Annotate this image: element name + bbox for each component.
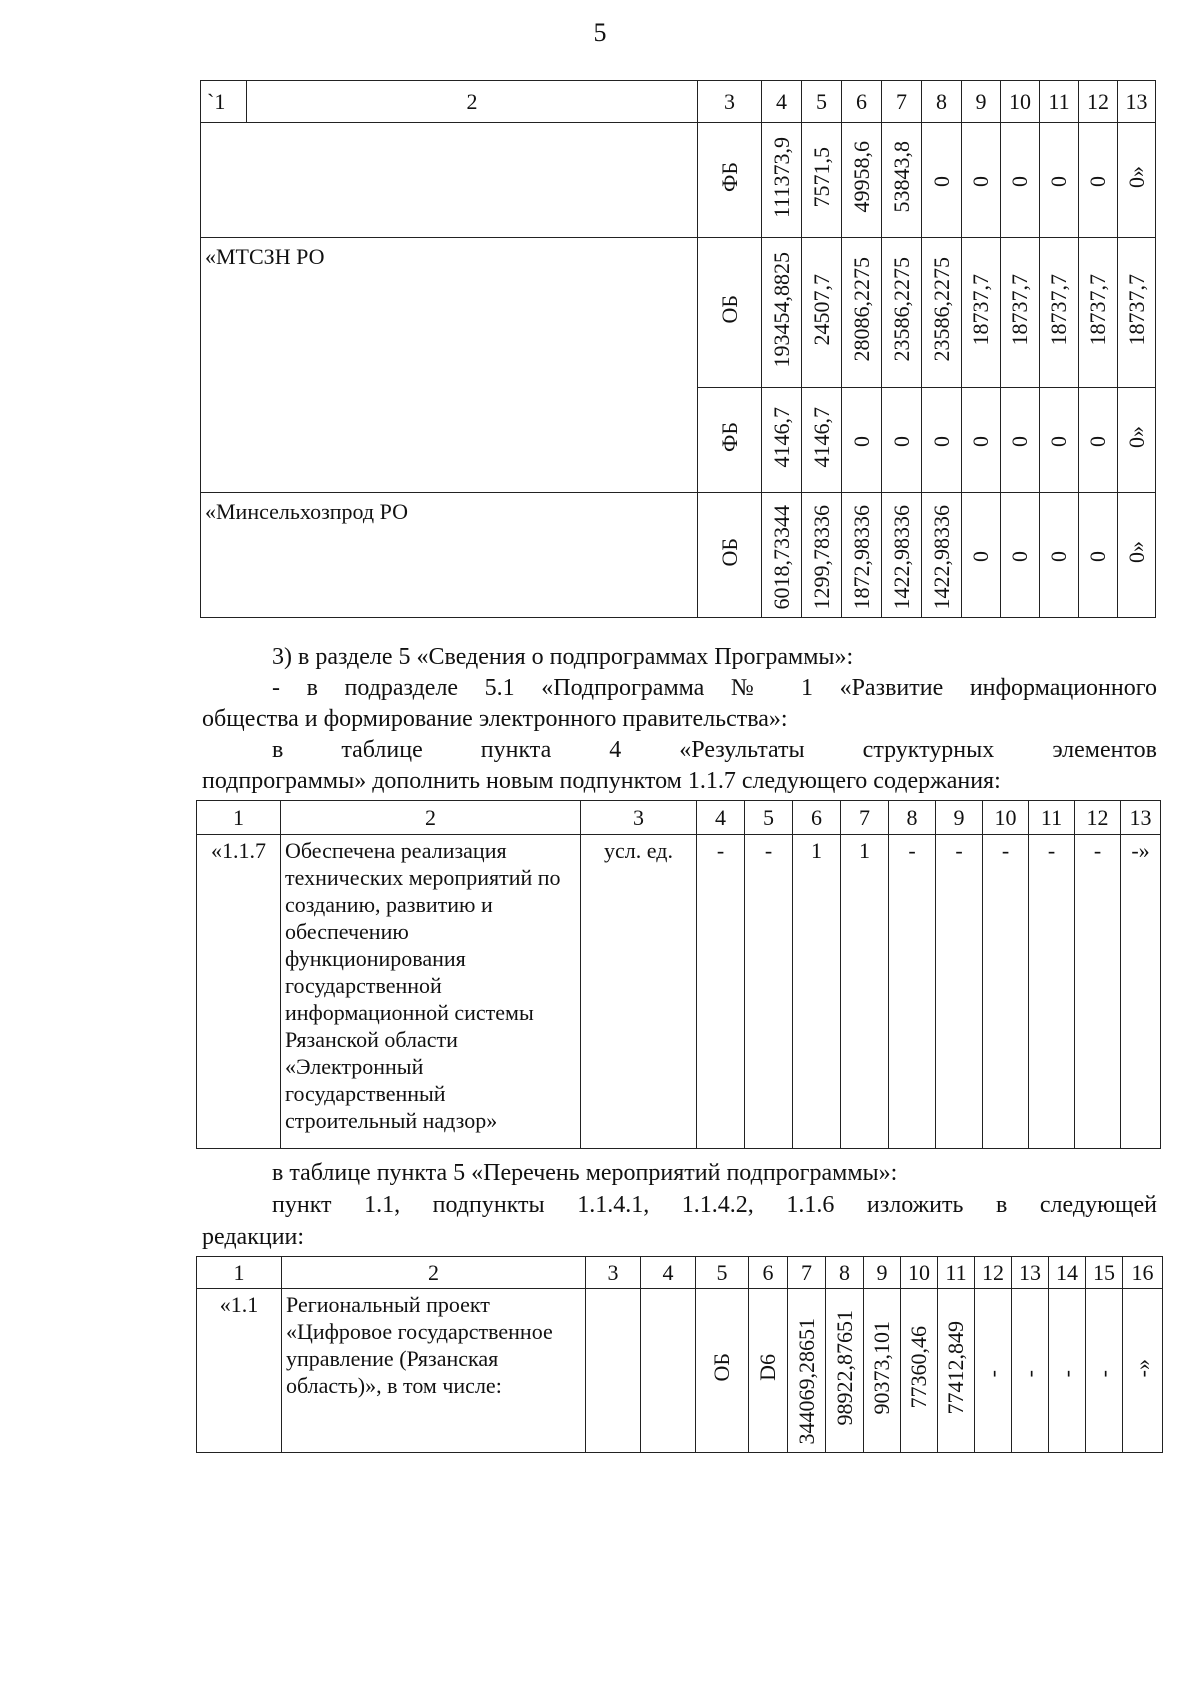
value-cell: 0 [928, 175, 954, 187]
value-cell: 18737,7 [1085, 273, 1110, 346]
value-cell: - [745, 835, 793, 1149]
value-cell: 18737,7 [1007, 273, 1032, 346]
paragraph: - в подразделе 5.1 «Подпрограмма № 1 «Развитие информационного [272, 675, 1157, 701]
header-cell: 3 [581, 801, 697, 835]
value-cell: 111373,9 [768, 136, 794, 218]
value-cell: 0 [928, 435, 954, 447]
row-unit: усл. ед. [581, 835, 697, 1149]
value-cell: 7571,5 [808, 146, 834, 208]
header-cell: 11 [1029, 801, 1075, 835]
value-cell: 77360,46 [906, 1326, 931, 1409]
header-cell: 9 [962, 81, 1001, 123]
value-cell: 77412,849 [943, 1320, 968, 1415]
header-cell: 4 [762, 81, 802, 123]
header-cell: 12 [1075, 801, 1121, 835]
activities-table [196, 1256, 1163, 1453]
paragraph: пункт 1.1, подпункты 1.1.4.1, 1.1.4.2, 1.1.6 изложить в следующей [272, 1192, 1157, 1218]
budget-code: ОБ [698, 238, 762, 388]
row-number: «1.1 [197, 1289, 282, 1453]
row-label: «МТСЗН РО [201, 238, 698, 493]
value-cell: 90373,101 [869, 1320, 894, 1415]
value-cell: 98922,87651 [831, 1309, 857, 1426]
value-cell: 0 [1085, 175, 1110, 187]
value-cell: - [889, 835, 936, 1149]
value-cell: 1299,78336 [808, 504, 834, 609]
value-cell: 53843,8 [888, 141, 914, 213]
table-header-row [197, 801, 1161, 835]
value-cell: 0 [1046, 550, 1071, 562]
header-cell: 8 [922, 81, 962, 123]
value-cell: 6018,73344 [768, 504, 794, 609]
value-cell: 0 [1046, 175, 1071, 187]
header-cell: 3 [586, 1257, 641, 1289]
budget-code: ФБ [698, 388, 762, 493]
value-cell: 0 [1046, 435, 1071, 447]
value-cell: 28086,2275 [848, 257, 874, 362]
header-cell: 8 [826, 1257, 864, 1289]
header-cell: 11 [938, 1257, 975, 1289]
paragraph: общества и формирование электронного правительства»: [202, 706, 788, 732]
header-cell: 1 [197, 1257, 282, 1289]
value-cell: 4146,7 [768, 406, 794, 468]
row-name: Обеспечена реализация технических мероприятий по созданию, развитию и обеспечению функционирования государственной информационной системы Рязанской области «Электронный государственный строительный надзор» [281, 835, 581, 1149]
value-cell: 18737,7 [1123, 273, 1149, 346]
funding-table [200, 80, 1156, 618]
value-cell: - [980, 1369, 1005, 1377]
value-cell: - [936, 835, 983, 1149]
header-cell: 7 [841, 801, 889, 835]
budget-code: ФБ [698, 123, 762, 238]
value-cell: 0» [1123, 166, 1149, 188]
value-cell: 0» [1123, 541, 1149, 563]
budget-code: ОБ [698, 493, 762, 618]
header-cell: 14 [1049, 1257, 1086, 1289]
header-cell: 13 [1118, 81, 1156, 123]
header-cell: 15 [1086, 1257, 1123, 1289]
value-cell: 0 [1007, 175, 1032, 187]
header-cell: 6 [793, 801, 841, 835]
paragraph: 3) в разделе 5 «Сведения о подпрограммах Программы»: [272, 644, 854, 670]
header-cell: 6 [842, 81, 882, 123]
value-cell: 0 [848, 435, 874, 447]
header-cell: 2 [281, 801, 581, 835]
header-cell: 4 [641, 1257, 696, 1289]
value-cell: -» [1121, 835, 1161, 1149]
value-cell: - [1075, 835, 1121, 1149]
value-cell: - [1017, 1369, 1042, 1377]
header-cell: 8 [889, 801, 936, 835]
row-label [201, 123, 698, 238]
row-name: Региональный проект «Цифровое государственное управление (Рязанская область)», в том числе: [282, 1289, 586, 1453]
header-cell: 3 [698, 81, 762, 123]
table-row [201, 123, 1156, 238]
header-cell: 4 [697, 801, 745, 835]
value-cell: 4146,7 [808, 406, 834, 468]
results-table [196, 800, 1161, 1149]
value-cell: -» [1129, 1358, 1155, 1377]
header-cell: `1 [201, 81, 247, 123]
value-cell: - [983, 835, 1029, 1149]
paragraph: подпрограммы» дополнить новым подпунктом 1.1.7 следующего содержания: [202, 768, 1001, 794]
header-cell: 9 [864, 1257, 901, 1289]
table-header-row [197, 1257, 1163, 1289]
budget-code: ОБ [696, 1289, 749, 1453]
value-cell: 18737,7 [968, 273, 993, 346]
table-row [201, 238, 1156, 388]
value-cell: 1 [841, 835, 889, 1149]
header-cell: 10 [901, 1257, 938, 1289]
value-cell: 193454,8825 [768, 251, 794, 368]
value-cell: 344069,28651 [793, 1317, 819, 1444]
header-cell: 2 [282, 1257, 586, 1289]
value-cell: - [1091, 1369, 1116, 1377]
value-cell: 1872,98336 [848, 504, 874, 609]
value-cell: 0 [888, 435, 914, 447]
value-cell: 24507,7 [808, 273, 834, 346]
header-cell: 16 [1123, 1257, 1163, 1289]
page-number: 5 [593, 18, 607, 47]
header-cell: 12 [975, 1257, 1012, 1289]
header-cell: 1 [197, 801, 281, 835]
header-cell: 2 [247, 81, 698, 123]
header-cell: 9 [936, 801, 983, 835]
value-cell: - [1054, 1369, 1079, 1377]
header-cell: 5 [696, 1257, 749, 1289]
value-cell: 49958,6 [848, 141, 874, 213]
table-row [197, 1289, 1163, 1453]
value-cell: - [1029, 835, 1075, 1149]
value-cell: 0 [1007, 550, 1032, 562]
paragraph: редакции: [202, 1224, 305, 1250]
header-cell: 11 [1040, 81, 1079, 123]
value-cell: 0» [1123, 426, 1149, 448]
header-cell: 10 [1001, 81, 1040, 123]
value-cell: 1 [793, 835, 841, 1149]
header-cell: 5 [802, 81, 842, 123]
value-cell: 0 [1085, 550, 1110, 562]
value-cell: 0 [968, 550, 993, 562]
header-cell: 13 [1121, 801, 1161, 835]
header-cell: 12 [1079, 81, 1118, 123]
row-number: «1.1.7 [197, 835, 281, 1149]
value-cell: 0 [968, 175, 993, 187]
paragraph: в таблице пункта 5 «Перечень мероприятий подпрограммы»: [272, 1160, 898, 1186]
value-cell: 0 [1085, 435, 1110, 447]
header-cell: 7 [788, 1257, 826, 1289]
budget-code: D6 [749, 1289, 788, 1453]
header-cell: 5 [745, 801, 793, 835]
header-cell: 6 [749, 1257, 788, 1289]
value-cell: 1422,98336 [928, 504, 954, 609]
row-cell [586, 1289, 641, 1453]
header-cell: 13 [1012, 1257, 1049, 1289]
table-header-row [201, 81, 1156, 123]
row-label: «Минсельхозпрод РО [201, 493, 698, 618]
paragraph: в таблице пункта 4 «Результаты структурных элементов [272, 737, 1157, 763]
value-cell: 0 [1007, 435, 1032, 447]
table-row [197, 835, 1161, 1149]
header-cell: 10 [983, 801, 1029, 835]
value-cell: 0 [968, 435, 993, 447]
table-row [201, 493, 1156, 618]
value-cell: 23586,2275 [928, 257, 954, 362]
value-cell: 18737,7 [1046, 273, 1071, 346]
value-cell: - [697, 835, 745, 1149]
value-cell: 23586,2275 [888, 257, 914, 362]
header-cell: 7 [882, 81, 922, 123]
value-cell: 1422,98336 [888, 504, 914, 609]
row-cell [641, 1289, 696, 1453]
